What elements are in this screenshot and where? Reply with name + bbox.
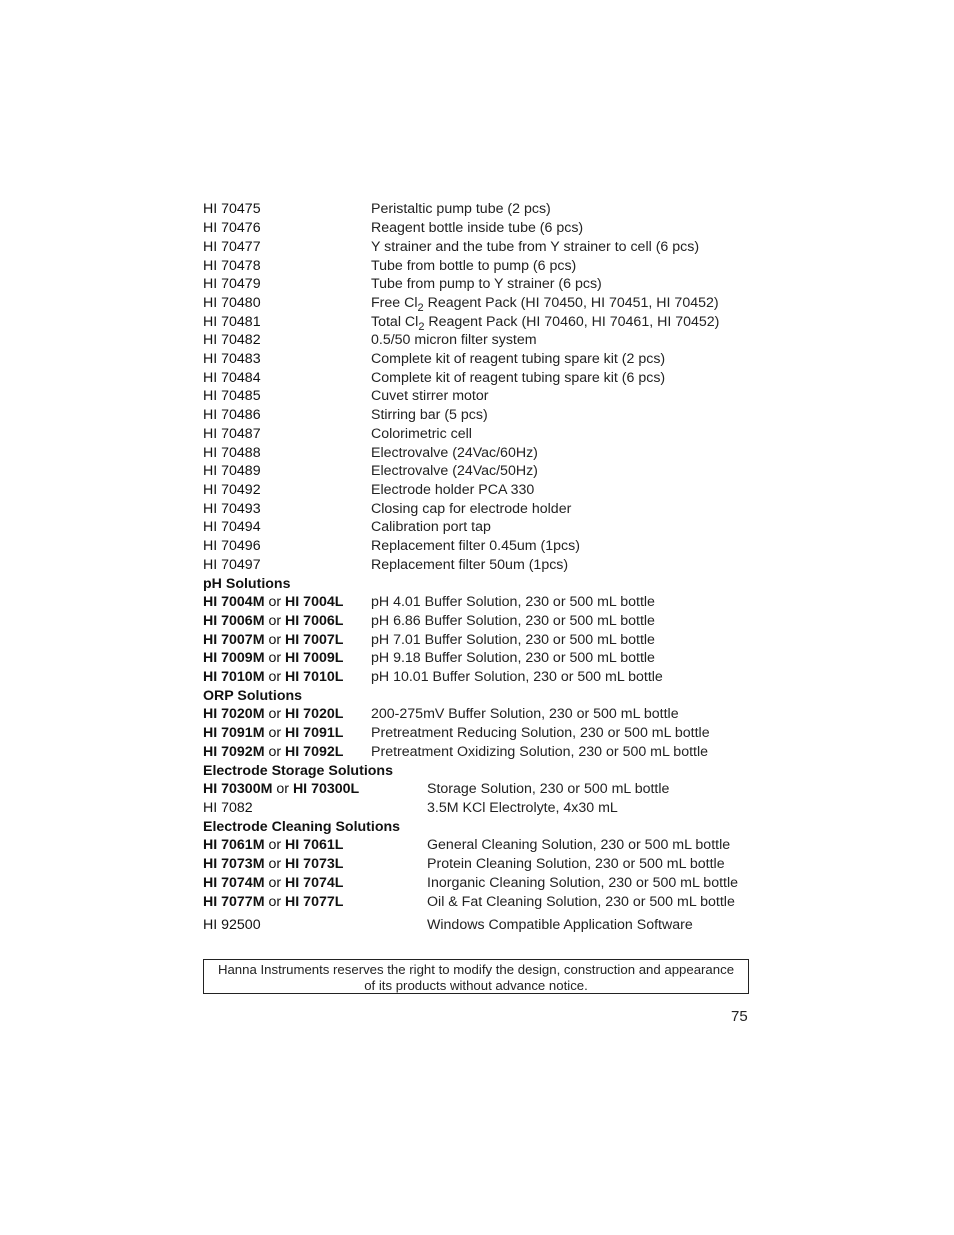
part-code-pair: HI 7061M or HI 7061L [203,837,344,853]
part-code: HI 70496 [203,538,261,554]
part-description: pH 7.01 Buffer Solution, 230 or 500 mL bottle [371,632,655,648]
part-description: pH 9.18 Buffer Solution, 230 or 500 mL bottle [371,650,655,666]
section-heading-ph: pH Solutions [203,576,291,592]
part-code: HI 70494 [203,519,261,535]
part-description: pH 6.86 Buffer Solution, 230 or 500 mL bottle [371,613,655,629]
part-description: 0.5/50 micron filter system [371,332,537,348]
part-code-pair: HI 7091M or HI 7091L [203,725,344,741]
part-description: Pretreatment Reducing Solution, 230 or 500 mL bottle [371,725,710,741]
part-description: Y strainer and the tube from Y strainer to cell (6 pcs) [371,239,700,255]
part-code: HI 70488 [203,445,261,461]
part-code: HI 70480 [203,295,261,311]
part-description: General Cleaning Solution, 230 or 500 mL bottle [427,837,731,853]
part-description: Protein Cleaning Solution, 230 or 500 mL bottle [427,856,725,872]
part-code: HI 70493 [203,501,261,517]
part-code-pair: HI 7010M or HI 7010L [203,669,344,685]
part-code-pair: HI 7009M or HI 7009L [203,650,344,666]
part-code: HI 70497 [203,557,261,573]
section-heading-cleaning: Electrode Cleaning Solutions [203,819,401,835]
part-description: Inorganic Cleaning Solution, 230 or 500 mL bottle [427,875,739,891]
part-code: HI 70483 [203,351,261,367]
part-code: HI 7082 [203,800,253,816]
part-description: Reagent bottle inside tube (6 pcs) [371,220,584,236]
part-code: HI 70484 [203,370,261,386]
part-code: HI 70479 [203,276,261,292]
part-code: HI 70492 [203,482,261,498]
part-code-pair: HI 7074M or HI 7074L [203,875,344,891]
part-code: HI 70476 [203,220,261,236]
part-code-pair: HI 7092M or HI 7092L [203,744,344,760]
part-description: Tube from pump to Y strainer (6 pcs) [371,276,602,292]
section-heading-orp: ORP Solutions [203,688,303,704]
part-code: HI 70489 [203,463,261,479]
part-description: Replacement filter 50um (1pcs) [371,557,569,573]
part-code: HI 70487 [203,426,261,442]
part-code-pair: HI 7004M or HI 7004L [203,594,344,610]
part-code: HI 70475 [203,201,261,217]
part-code: HI 70477 [203,239,261,255]
part-code: HI 70482 [203,332,261,348]
part-description: Total $Cl_2$ Reagent Pack (HI 70460, HI 70461, HI 70452) [371,314,720,333]
part-code: HI 70486 [203,407,261,423]
part-code: HI 70478 [203,258,261,274]
part-description: Complete kit of reagent tubing spare kit (6 pcs) [371,370,666,386]
disclaimer-notice [203,959,749,994]
part-code-pair: HI 7077M or HI 7077L [203,894,344,910]
part-description: Peristaltic pump tube (2 pcs) [371,201,551,217]
part-description: Closing cap for electrode holder [371,501,572,517]
part-description: Cuvet stirrer motor [371,388,489,404]
part-description: 200-275mV Buffer Solution, 230 or 500 mL bottle [371,706,679,722]
part-description: Colorimetric cell [371,426,472,442]
part-description: pH 4.01 Buffer Solution, 230 or 500 mL bottle [371,594,655,610]
part-code: HI 92500 [203,917,261,933]
part-description: pH 10.01 Buffer Solution, 230 or 500 mL bottle [371,669,663,685]
part-description: Storage Solution, 230 or 500 mL bottle [427,781,670,797]
part-description: Replacement filter 0.45um (1pcs) [371,538,580,554]
part-code: HI 70485 [203,388,261,404]
part-description: Electrode holder PCA 330 [371,482,535,498]
part-description: Free $Cl_2$ Reagent Pack (HI 70450, HI 70451, HI 70452) [371,295,719,314]
section-heading-storage: Electrode Storage Solutions [203,763,393,779]
part-code-pair: HI 70300M or HI 70300L [203,781,360,797]
part-description: Complete kit of reagent tubing spare kit (2 pcs) [371,351,666,367]
part-description: Windows Compatible Application Software [427,917,693,933]
part-code-pair: HI 7073M or HI 7073L [203,856,344,872]
part-description: Electrovalve (24Vac/60Hz) [371,445,538,461]
part-description: Tube from bottle to pump (6 pcs) [371,258,577,274]
notice-line: Hanna Instruments reserves the right to modify the design, construction and appearance [217,962,735,977]
page-number: 75 [731,1008,748,1025]
part-description: Electrovalve (24Vac/50Hz) [371,463,538,479]
notice-line: of its products without advance notice. [364,977,588,993]
part-description: Stirring bar (5 pcs) [371,407,488,423]
part-code: HI 70481 [203,314,261,330]
part-description: 3.5M KCl Electrolyte, 4x30 mL [427,800,618,816]
part-code-pair: HI 7020M or HI 7020L [203,706,344,722]
part-description: Calibration port tap [371,519,491,535]
part-code-pair: HI 7006M or HI 7006L [203,613,344,629]
part-code-pair: HI 7007M or HI 7007L [203,632,344,648]
part-description: Pretreatment Oxidizing Solution, 230 or 500 mL bottle [371,744,709,760]
part-description: Oil & Fat Cleaning Solution, 230 or 500 mL bottle [427,894,735,910]
